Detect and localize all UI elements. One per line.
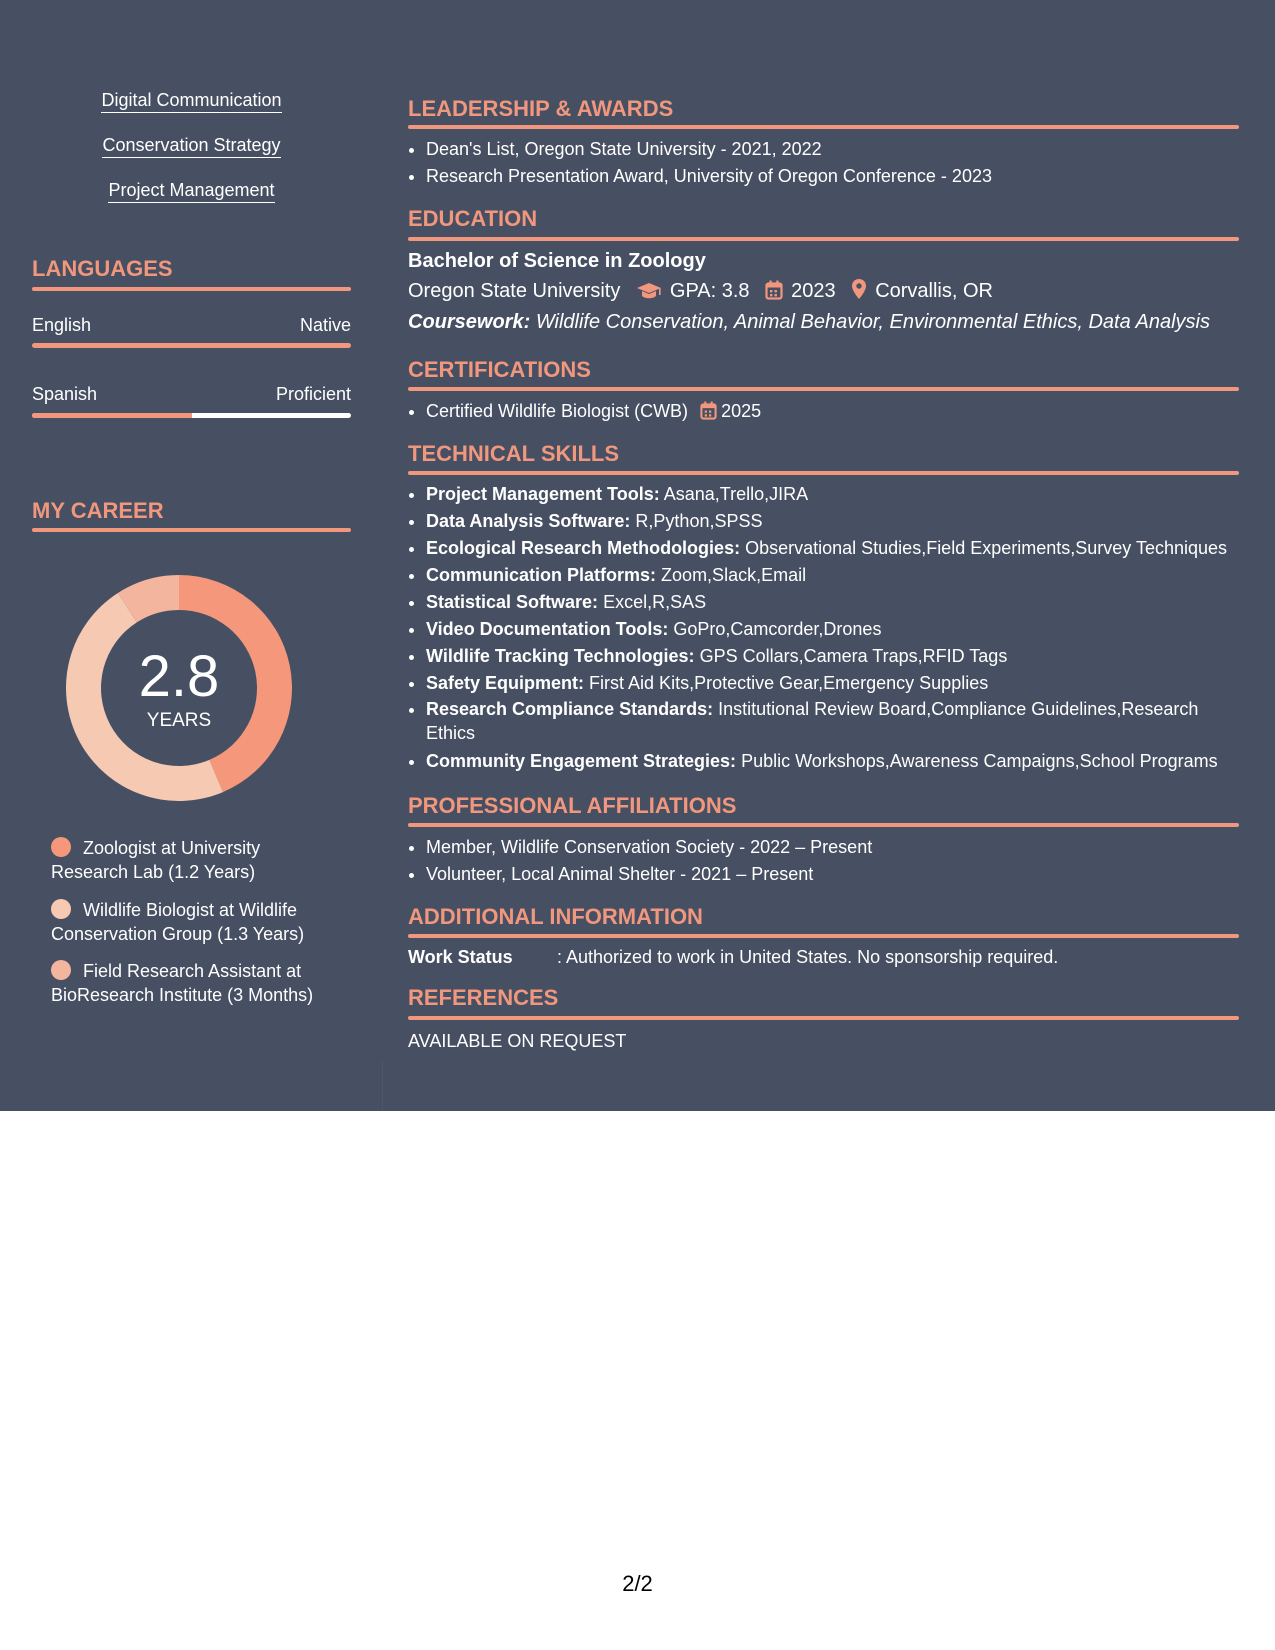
- list-item: [426, 535, 1239, 562]
- list-item: [426, 398, 1239, 428]
- language-bar: [32, 343, 351, 348]
- education-heading: EDUCATION: [408, 206, 538, 231]
- leadership-heading: LEADERSHIP & AWARDS: [408, 96, 674, 121]
- career-total-unit: YEARS: [146, 710, 212, 731]
- school-location: Corvallis, OR: [875, 280, 993, 302]
- work-status-label: Work Status: [408, 947, 513, 967]
- references-text: AVAILABLE ON REQUEST: [408, 1031, 627, 1051]
- language-level: Proficient: [275, 384, 351, 404]
- gpa: GPA: 3.8: [669, 280, 750, 302]
- certification-year: 2025: [721, 401, 762, 421]
- career-total-number: 2.8: [138, 644, 220, 709]
- section-rule: [408, 1016, 1239, 1020]
- career-line: Research Lab (1.2 Years): [51, 862, 256, 882]
- list-item: [426, 508, 1239, 535]
- skill-label: Conservation Strategy: [102, 135, 280, 158]
- school-name: Oregon State University: [408, 280, 621, 302]
- section-rule: [408, 125, 1239, 129]
- technical-skills-heading: TECHNICAL SKILLS: [408, 441, 620, 466]
- leadership-list: [408, 136, 1239, 190]
- list-item: • Member, Wildlife Conservation Society - 2022 – Present: [426, 834, 1239, 861]
- career-legend-item: [51, 959, 351, 1007]
- skill-value: GoPro,Camcorder,Drones: [673, 619, 882, 639]
- list-item: [426, 670, 1239, 697]
- list-item: [426, 748, 1239, 775]
- degree-title: Bachelor of Science in Zoology: [408, 250, 706, 272]
- skill-label: Wildlife Tracking Technologies:: [426, 646, 695, 666]
- career-line: Field Research Assistant at: [83, 961, 302, 981]
- location-pin-icon: [851, 278, 867, 307]
- career-line: Wildlife Biologist at Wildlife: [83, 900, 298, 920]
- calendar-icon: [765, 280, 783, 307]
- skill-label: Project Management Tools:: [426, 484, 660, 504]
- skill-label: Safety Equipment:: [426, 673, 585, 693]
- skill-label: Ecological Research Methodologies:: [426, 538, 741, 558]
- list-item: [426, 481, 1239, 508]
- list-item: • Volunteer, Local Animal Shelter - 2021 – Present: [426, 861, 1239, 888]
- graduation-cap-icon: [636, 281, 662, 307]
- list-item: [426, 643, 1239, 670]
- skill-label: Project Management: [108, 180, 274, 203]
- skill-label: Communication Platforms:: [426, 565, 657, 585]
- language-level: Native: [299, 315, 351, 335]
- list-item: [426, 616, 1239, 643]
- language-bar-fill: [32, 343, 351, 348]
- career-legend-item: [51, 836, 351, 884]
- skill-value: Excel,R,SAS: [603, 592, 707, 612]
- certifications-list: [408, 398, 1239, 428]
- skill-value: Observational Studies,Field Experiments,Survey Techniques: [745, 538, 1228, 558]
- skill-label: Data Analysis Software:: [426, 511, 631, 531]
- list-item: [426, 562, 1239, 589]
- skill-value: First Aid Kits,Protective Gear,Emergency Supplies: [589, 673, 989, 693]
- skill-value: Public Workshops,Awareness Campaigns,School Programs: [741, 751, 1218, 771]
- calendar-icon: [700, 401, 717, 428]
- skill-label: Statistical Software:: [426, 592, 599, 612]
- skill-label: Digital Communication: [101, 90, 281, 113]
- section-rule: [408, 237, 1239, 241]
- list-item: [426, 589, 1239, 616]
- legend-dot: [51, 960, 71, 980]
- career-heading: MY CAREER: [32, 498, 164, 523]
- work-status-value: : Authorized to work in United States. No sponsorship required.: [557, 947, 1059, 967]
- additional-info-heading: ADDITIONAL INFORMATION: [408, 904, 703, 929]
- coursework-label: Coursework:: [408, 311, 531, 333]
- list-item: [426, 697, 1239, 745]
- list-item: • Research Presentation Award, University of Oregon Conference - 2023: [426, 163, 1239, 190]
- graduation-year: 2023: [791, 280, 836, 302]
- skill-link[interactable]: [32, 88, 351, 112]
- career-line: Conservation Group (1.3 Years): [51, 924, 305, 944]
- skill-value: Zoom,Slack,Email: [661, 565, 807, 585]
- legend-dot: [51, 899, 71, 919]
- section-rule: [32, 287, 351, 291]
- skill-value: Institutional Review Board,Compliance Guidelines,Research Ethics: [426, 699, 1199, 743]
- section-rule: [408, 471, 1239, 475]
- work-status: [408, 945, 1058, 969]
- career-legend-item: [51, 898, 351, 946]
- list-item: • Dean's List, Oregon State University - 2021, 2022: [426, 136, 1239, 163]
- section-rule: [408, 823, 1239, 827]
- education-details: [408, 278, 993, 307]
- affiliations-list: [408, 834, 1239, 888]
- technical-skills-list: [408, 481, 1239, 775]
- skill-link[interactable]: [32, 178, 351, 202]
- page-number: 2/2: [622, 1571, 653, 1596]
- skill-label: Community Engagement Strategies:: [426, 751, 737, 771]
- skill-link[interactable]: [32, 133, 351, 157]
- language-bar: [32, 413, 351, 418]
- skill-value: Asana,Trello,JIRA: [663, 484, 809, 504]
- skill-label: Video Documentation Tools:: [426, 619, 669, 639]
- career-line: Zoologist at University: [83, 838, 261, 858]
- coursework: [408, 309, 1210, 335]
- section-rule: [408, 934, 1239, 938]
- language-name: Spanish: [32, 384, 98, 404]
- skill-value: R,Python,SPSS: [635, 511, 763, 531]
- career-line: BioResearch Institute (3 Months): [51, 985, 314, 1005]
- language-name: English: [32, 315, 92, 335]
- column-divider: [382, 1060, 383, 1111]
- career-donut-chart: [66, 575, 292, 801]
- affiliations-heading: PROFESSIONAL AFFILIATIONS: [408, 793, 737, 818]
- section-rule: [32, 528, 351, 532]
- coursework-list: Wildlife Conservation, Animal Behavior, Environmental Ethics, Data Analysis: [535, 311, 1211, 333]
- language-bar-fill: [32, 413, 192, 418]
- languages-heading: LANGUAGES: [32, 256, 173, 281]
- references-heading: REFERENCES: [408, 985, 559, 1010]
- skill-value: GPS Collars,Camera Traps,RFID Tags: [699, 646, 1008, 666]
- section-rule: [408, 387, 1239, 391]
- donut-center: [66, 575, 292, 801]
- skill-label: Research Compliance Standards:: [426, 699, 714, 719]
- certifications-heading: CERTIFICATIONS: [408, 357, 591, 382]
- legend-dot: [51, 837, 71, 857]
- certification-name: Certified Wildlife Biologist (CWB): [426, 401, 689, 421]
